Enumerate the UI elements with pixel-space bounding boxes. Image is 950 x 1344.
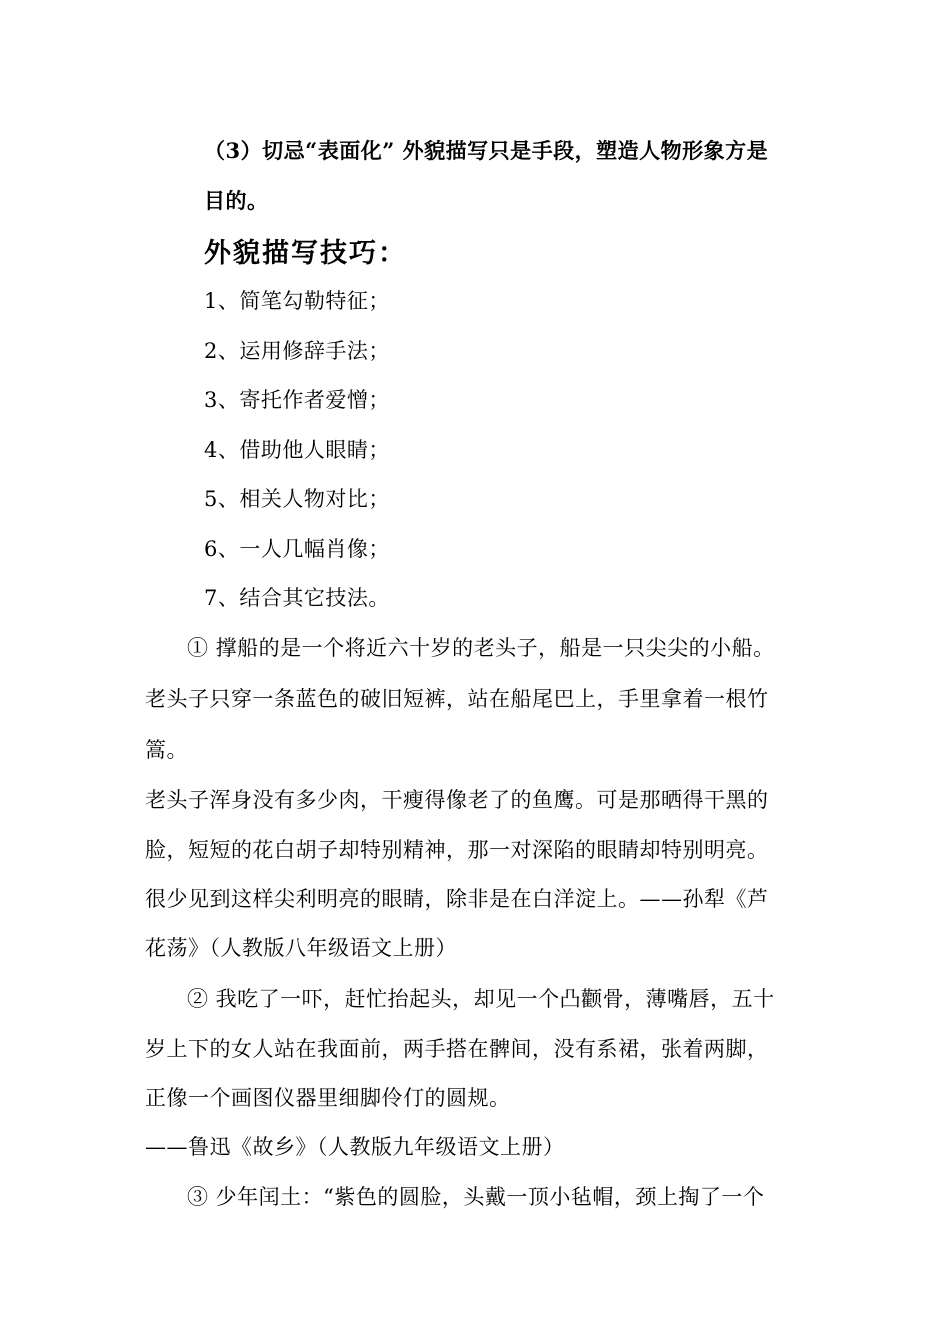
- example1-line4: 老头子浑身没有多少肉，干瘦得像老了的鱼鹰。可是那晒得干黑的: [145, 788, 769, 812]
- technique-item-5: 5、相关人物对比；: [204, 487, 390, 511]
- example2-line3: 正像一个画图仪器里细脚伶仃的圆规。: [145, 1086, 511, 1110]
- example1-line5: 脸，短短的花白胡子却特别精神，那一对深陷的眼睛却特别明亮。: [145, 838, 769, 862]
- example2-line4: ——鲁迅《故乡》（人教版九年级语文上册）: [145, 1135, 565, 1159]
- example1-line6: 很少见到这样尖利明亮的眼睛，除非是在白洋淀上。——孙犁《芦: [145, 887, 769, 911]
- technique-item-7: 7、结合其它技法。: [204, 586, 390, 610]
- example2-line1: ② 我吃了一吓，赶忙抬起头，却见一个凸颧骨，薄嘴唇，五十: [187, 987, 775, 1011]
- example1-line2: 老头子只穿一条蓝色的破旧短裤，站在船尾巴上，手里拿着一根竹: [145, 687, 769, 711]
- technique-item-6: 6、一人几幅肖像；: [204, 537, 390, 561]
- techniques-heading: 外貌描写技巧：: [204, 238, 407, 269]
- technique-item-4: 4、借助他人眼睛；: [204, 438, 390, 462]
- example1-line7: 花荡》（人教版八年级语文上册）: [145, 936, 457, 960]
- example1-line1: ① 撑船的是一个将近六十岁的老头子，船是一只尖尖的小船。: [187, 636, 775, 660]
- example3-line1: ③ 少年闰土：“紫色的圆脸，头戴一顶小毡帽，颈上掏了一个: [187, 1185, 765, 1209]
- technique-item-2: 2、运用修辞手法；: [204, 339, 390, 363]
- section3-line2: 目的。: [204, 188, 269, 213]
- technique-item-3: 3、寄托作者爱憎；: [204, 388, 390, 412]
- example2-line2: 岁上下的女人站在我面前，两手搭在髀间，没有系裙，张着两脚，: [145, 1037, 769, 1061]
- example1-line3: 篙。: [145, 738, 188, 762]
- section3-line1: （3）切忌“表面化” 外貌描写只是手段，塑造人物形象方是: [204, 138, 769, 163]
- technique-item-1: 1、简笔勾勒特征；: [204, 289, 390, 313]
